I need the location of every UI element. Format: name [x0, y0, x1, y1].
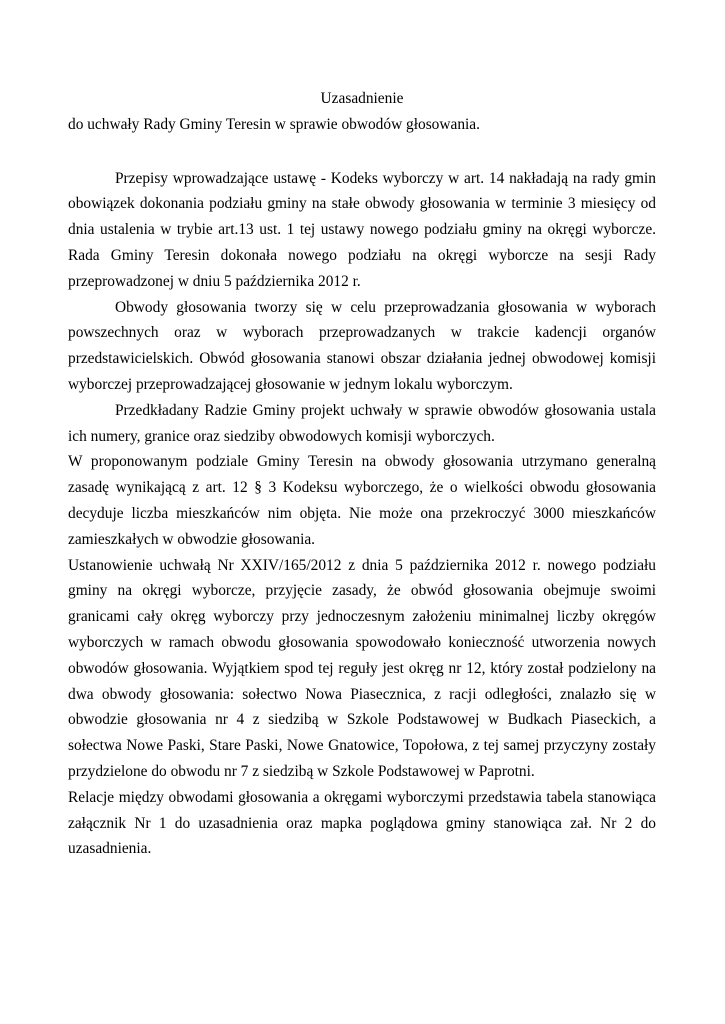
document-body — [68, 86, 656, 862]
paragraph-project-scope: Przedkładany Radzie Gminy projekt uchwały w sprawie obwodów głosowania ustala ich numery, granice oraz siedziby obwodowych komisji wyborczych. — [68, 401, 656, 445]
paragraph-district-exception: Ustanowienie uchwałą Nr XXIV/165/2012 z dnia 5 października 2012 r. nowego podziału gminy na okręgi wyborcze, przyjęcie zasady, że obwód głosowania obejmuje swoimi granicami cały okręg wyborczy przy jednoczesnym założeniu minimalnej liczby okręgów wyborczych w ramach obwodu głosowania spowodowało konieczność utworzenia nowych obwodów głosowania. Wyjątkiem spod tej reguły jest okręg nr 12, który został podzielony na dwa obwody głosowania: sołectwo Nowa Piasecznica, z racji odległości, znalazło się w obwodzie głosowania nr 4 z siedzibą w Szkole Podstawowej w Budkach Piaseckich, a sołectwa Nowe Paski, Stare Paski, Nowe Gnatowice, Topołowa, z tej samej przyczyny zostały przydzielone do obwodu nr 7 z siedzibą w Szkole Podstawowej w Paprotni. — [68, 556, 656, 780]
document-subtitle: do uchwały Rady Gminy Teresin w sprawie obwodów głosowania. — [68, 115, 480, 133]
paragraph-population-rule: W proponowanym podziale Gminy Teresin na obwody głosowania utrzymano generalną zasadę wynikającą z art. 12 § 3 Kodeksu wyborczego, że o wielkości obwodu głosowania decyduje liczba mieszkańców nim objęta. Nie może ona przekroczyć 3000 mieszkańców zamieszkałych w obwodzie głosowania. — [68, 453, 656, 548]
paragraph-attachments: Relacje między obwodami głosowania a okręgami wyborczymi przedstawia tabela stanowiąca załącznik Nr 1 do uzasadnienia oraz mapka poglądowa gminy stanowiąca zał. Nr 2 do uzasadnienia. — [68, 788, 656, 858]
paragraph-legal-basis: Przepisy wprowadzające ustawę - Kodeks wyborczy w art. 14 nakładają na rady gmin obowiązek dokonania podziału gminy na stałe obwody głosowania w terminie 3 miesięcy od dnia ustalenia w trybie art.13 ust. 1 tej ustawy nowego podziału gminy na okręgi wyborcze. Rada Gminy Teresin dokonała nowego podziału na okręgi wyborcze na sesji Rady przeprowadzonej w dniu 5 października 2012 r. — [68, 169, 656, 290]
paragraph-purpose: Obwody głosowania tworzy się w celu przeprowadzania głosowania w wyborach powszechnych oraz w wyborach przeprowadzanych w trakcie kadencji organów przedstawicielskich. Obwód głosowania stanowi obszar działania jednej obwodowej komisji wyborczej przeprowadzającej głosowanie w jednym lokalu wyborczym. — [68, 298, 656, 393]
document-title: Uzasadnienie — [320, 90, 404, 107]
